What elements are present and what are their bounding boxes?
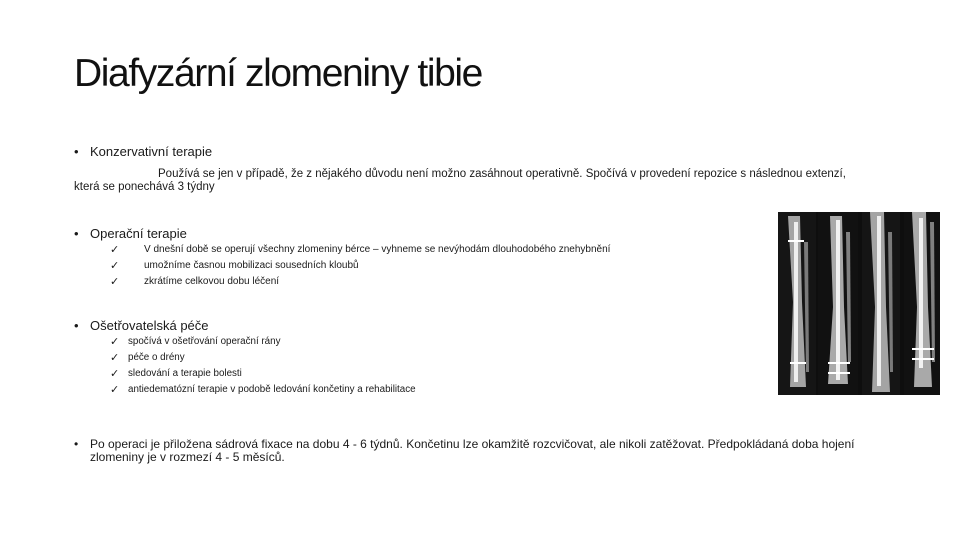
screw-4a [912,348,934,350]
check-icon: ✓ [110,244,120,256]
list-item: ✓ péče o drény [110,352,185,364]
screw-4b [912,358,934,360]
nail-implant-4 [919,218,923,368]
list-item: ✓ zkrátíme celkovou dobu léčení [110,276,280,288]
bullet-heading: Konzervativní terapie [90,144,213,159]
screw-2b [828,372,850,374]
operative-checklist [110,242,610,290]
check-icon: ✓ [110,276,120,288]
bullet-heading: Ošetřovatelská péče [90,318,209,333]
bullet-post-op [74,438,910,463]
post-op-text: Po operaci je přiložena sádrová fixace na dobu 4 - 6 týdnů. Končetinu lze okamžitě rozcvičovat, ale nikoli zatěžovat. Předpokládaná doba hojení zlomeniny je v rozmezí 4 - 5 měsíců. [90,437,855,464]
screw-1a [788,240,804,242]
page-title: Diafyzární zlomeniny tibie [74,52,482,95]
list-item: ✓ umožníme časnou mobilizaci sousedních kloubů [110,260,359,272]
list-item: ✓ antiedematózní terapie v podobě ledování končetiny a rehabilitace [110,384,416,396]
screw-1b [790,362,806,364]
check-icon: ✓ [110,384,120,396]
bullet-conservative-therapy [74,144,212,159]
check-icon: ✓ [110,336,120,348]
bullet-dot: • [74,437,79,451]
nursing-checklist [110,334,416,398]
bullet-dot: • [74,226,79,241]
nail-implant-3 [877,216,881,386]
bullet-heading: Operační terapie [90,226,187,241]
list-item: ✓ V dnešní době se operují všechny zlomeniny bérce – vyhneme se nevýhodám dlouhodobého znehybnění [110,244,611,256]
check-icon: ✓ [110,368,120,380]
paragraph-text: Používá se jen v případě, že z nějakého důvodu není možno zasáhnout operativně. Spočívá v provedení repozice s následnou extenzí, která se ponechává 3 týdny [74,168,846,193]
bullet-operative-therapy [74,226,187,241]
list-item: ✓ sledování a terapie bolesti [110,368,242,380]
check-icon: ✓ [110,260,120,272]
nail-implant-1 [794,222,798,382]
xray-tibia-illustration [778,212,940,395]
conservative-paragraph [74,168,854,194]
bullet-dot: • [74,318,79,333]
screw-2a [828,362,850,364]
bullet-nursing-care [74,318,209,333]
xray-image [778,212,940,395]
check-icon: ✓ [110,352,120,364]
bullet-dot: • [74,144,79,159]
nail-implant-2 [836,220,840,380]
list-item: ✓ spočívá v ošetřování operační rány [110,336,281,348]
